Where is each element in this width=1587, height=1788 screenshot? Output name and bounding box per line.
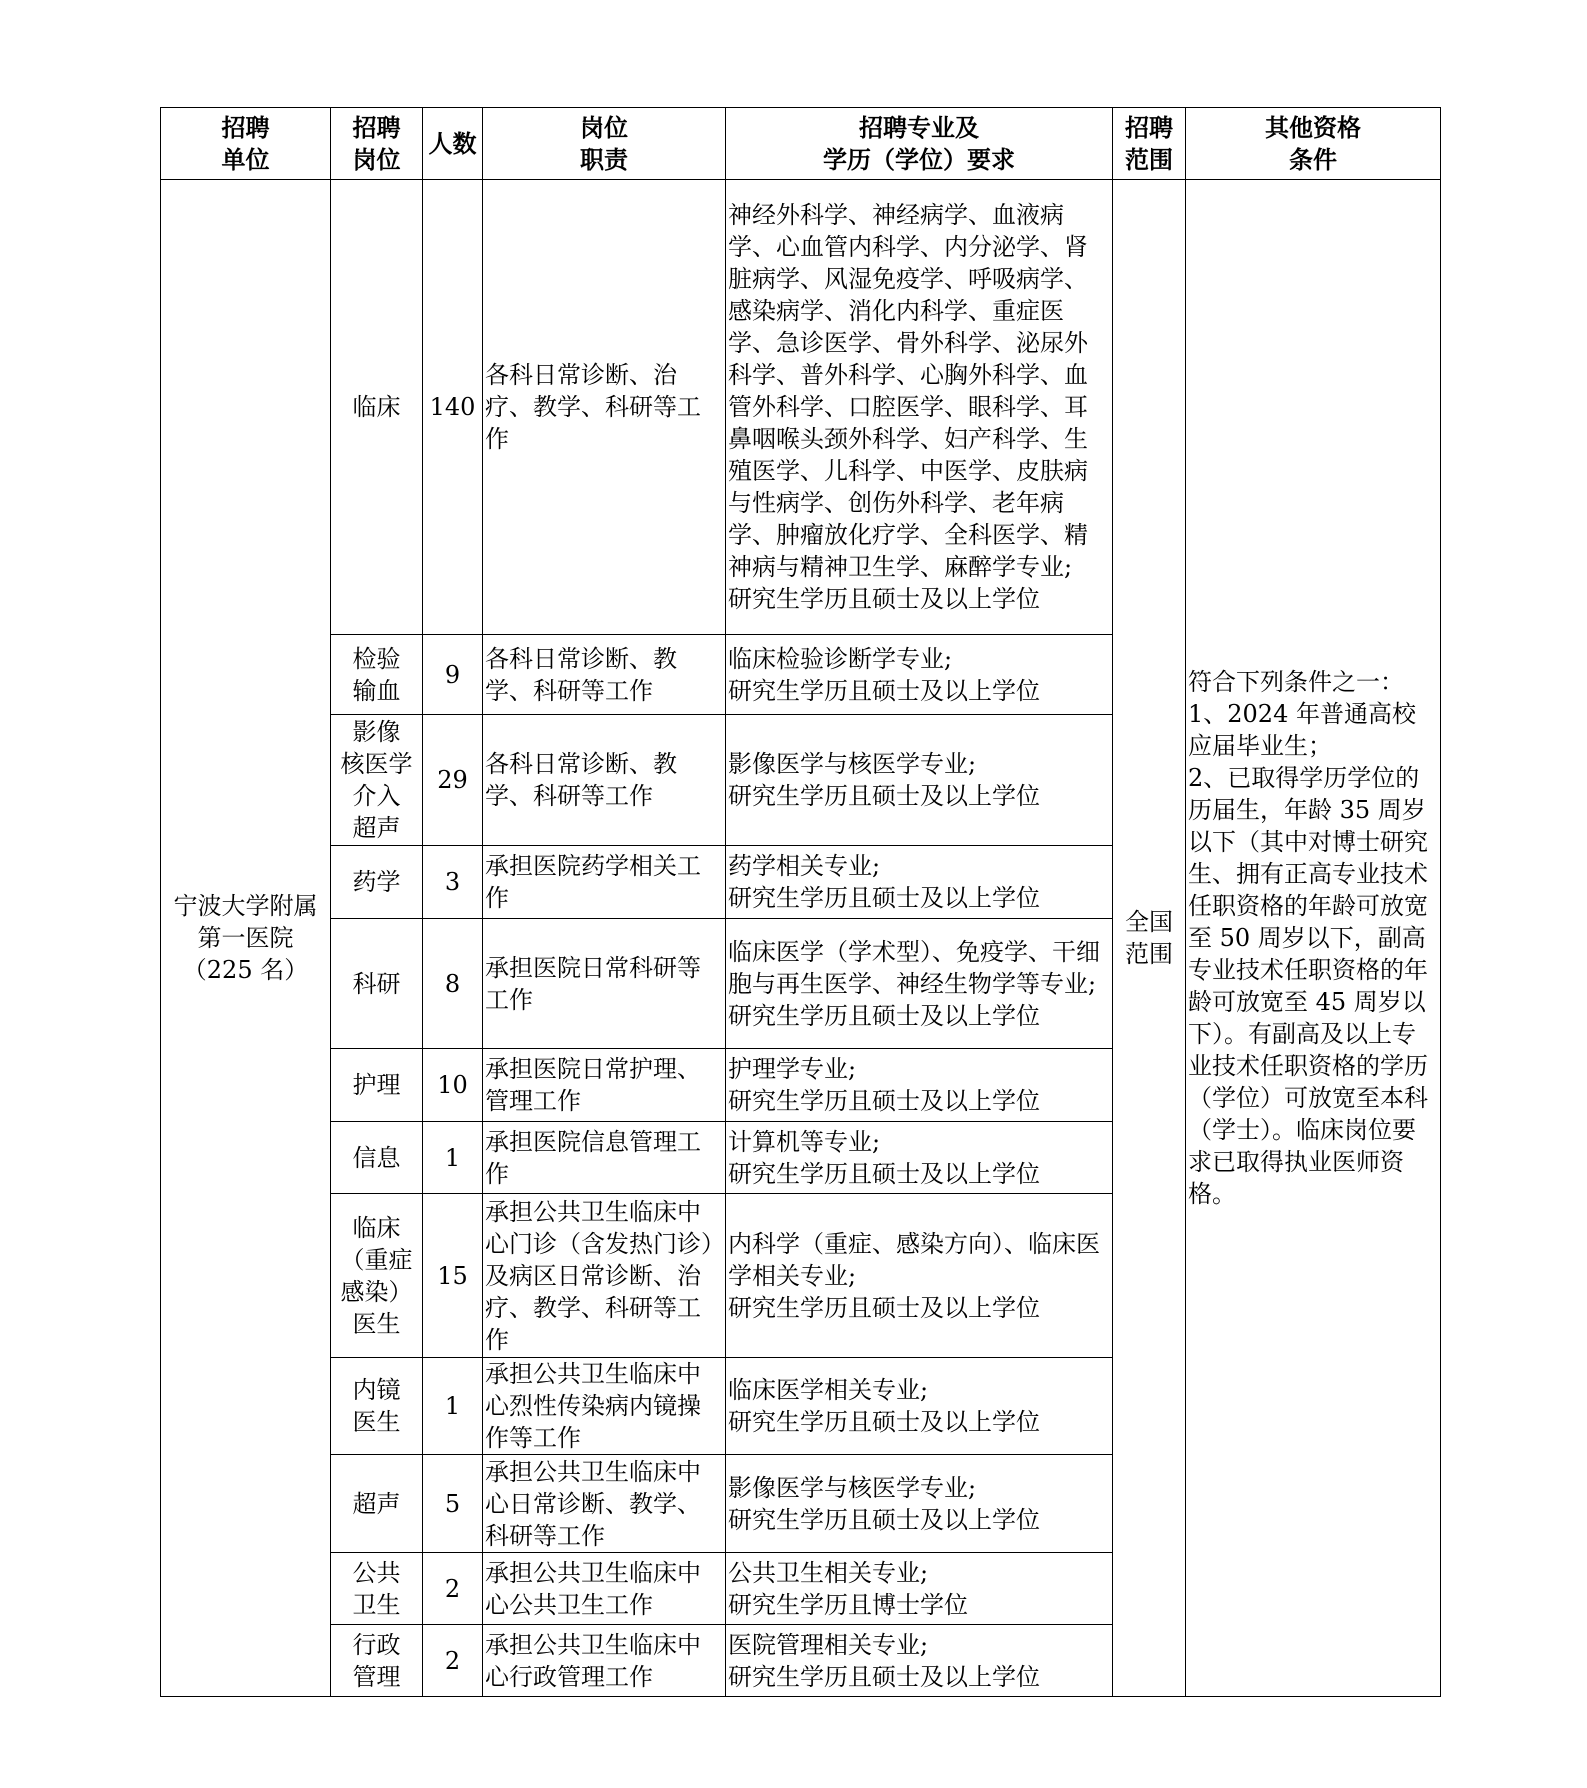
post-cell: 检验 输血 xyxy=(331,635,423,715)
duty-cell: 各科日常诊断、教学、科研等工作 xyxy=(483,635,726,715)
header-duty: 岗位 职责 xyxy=(483,108,726,180)
requirement-cell: 神经外科学、神经病学、血液病学、心血管内科学、内分泌学、肾脏病学、风湿免疫学、呼吸病学、感染病学、消化内科学、重症医学、急诊医学、骨外科学、泌尿外科学、普外科学、心胸外科学、血管外科学、口腔医学、眼科学、耳鼻咽喉头颈外科学、妇产科学、生殖医学、儿科学、中医学、皮肤病与性病学、创伤外科学、老年病学、肿瘤放化疗学、全科医学、精神病与精神卫生学、麻醉学专业; 研究生学历且硕士及以上学位 xyxy=(726,180,1113,635)
requirement-cell: 影像医学与核医学专业; 研究生学历且硕士及以上学位 xyxy=(726,1455,1113,1553)
requirement-cell: 临床医学相关专业; 研究生学历且硕士及以上学位 xyxy=(726,1358,1113,1455)
header-requirement: 招聘专业及 学历（学位）要求 xyxy=(726,108,1113,180)
post-cell: 药学 xyxy=(331,846,423,919)
post-cell: 临床 xyxy=(331,180,423,635)
duty-cell: 承担医院日常科研等工作 xyxy=(483,919,726,1049)
duty-cell: 承担公共卫生临床中心门诊（含发热门诊）及病区日常诊断、治疗、教学、科研等工作 xyxy=(483,1194,726,1358)
header-count: 人数 xyxy=(423,108,483,180)
duty-cell: 承担公共卫生临床中心烈性传染病内镜操作等工作 xyxy=(483,1358,726,1455)
duty-cell: 各科日常诊断、教学、科研等工作 xyxy=(483,715,726,846)
post-cell: 内镜 医生 xyxy=(331,1358,423,1455)
duty-cell: 承担医院日常护理、管理工作 xyxy=(483,1049,726,1122)
post-cell: 超声 xyxy=(331,1455,423,1553)
duty-cell: 各科日常诊断、治疗、教学、科研等工作 xyxy=(483,180,726,635)
count-cell: 1 xyxy=(423,1122,483,1194)
post-cell: 公共 卫生 xyxy=(331,1553,423,1625)
count-cell: 10 xyxy=(423,1049,483,1122)
count-cell: 140 xyxy=(423,180,483,635)
requirement-cell: 医院管理相关专业; 研究生学历且硕士及以上学位 xyxy=(726,1625,1113,1697)
count-cell: 9 xyxy=(423,635,483,715)
requirement-cell: 内科学（重症、感染方向）、临床医学相关专业; 研究生学历且硕士及以上学位 xyxy=(726,1194,1113,1358)
count-cell: 15 xyxy=(423,1194,483,1358)
count-cell: 2 xyxy=(423,1625,483,1697)
duty-cell: 承担医院药学相关工作 xyxy=(483,846,726,919)
post-cell: 信息 xyxy=(331,1122,423,1194)
count-cell: 2 xyxy=(423,1553,483,1625)
recruitment-table xyxy=(160,107,1441,1697)
post-cell: 行政 管理 xyxy=(331,1625,423,1697)
requirement-cell: 临床检验诊断学专业; 研究生学历且硕士及以上学位 xyxy=(726,635,1113,715)
requirement-cell: 计算机等专业; 研究生学历且硕士及以上学位 xyxy=(726,1122,1113,1194)
requirement-cell: 影像医学与核医学专业; 研究生学历且硕士及以上学位 xyxy=(726,715,1113,846)
header-scope: 招聘 范围 xyxy=(1113,108,1186,180)
requirement-cell: 护理学专业; 研究生学历且硕士及以上学位 xyxy=(726,1049,1113,1122)
count-cell: 29 xyxy=(423,715,483,846)
header-other: 其他资格 条件 xyxy=(1186,108,1441,180)
other-conditions: 符合下列条件之一： 1、2024 年普通高校应届毕业生； 2、已取得学历学位的历届生，年龄 35 周岁以下（其中对博士研究生、拥有正高专业技术任职资格的年龄可放宽至 50 周岁以下，副高专业技术任职资格的年龄可放宽至 45 周岁以下）。有副高及以上专业技术任职资格的学历（学位）可放宽至本科（学士）。临床岗位要求已取得执业医师资格。 xyxy=(1186,180,1441,1697)
table-row xyxy=(161,180,1441,635)
recruiting-scope: 全国 范围 xyxy=(1113,180,1186,1697)
post-cell: 影像 核医学 介入 超声 xyxy=(331,715,423,846)
post-cell: 临床 （重症 感染） 医生 xyxy=(331,1194,423,1358)
duty-cell: 承担医院信息管理工作 xyxy=(483,1122,726,1194)
duty-cell: 承担公共卫生临床中心日常诊断、教学、科研等工作 xyxy=(483,1455,726,1553)
requirement-cell: 临床医学（学术型）、免疫学、干细胞与再生医学、神经生物学等专业; 研究生学历且硕士及以上学位 xyxy=(726,919,1113,1049)
duty-cell: 承担公共卫生临床中心公共卫生工作 xyxy=(483,1553,726,1625)
post-cell: 科研 xyxy=(331,919,423,1049)
header-row xyxy=(161,108,1441,180)
recruiting-unit: 宁波大学附属 第一医院 （225 名） xyxy=(161,180,331,1697)
header-post: 招聘 岗位 xyxy=(331,108,423,180)
header-unit: 招聘 单位 xyxy=(161,108,331,180)
requirement-cell: 药学相关专业; 研究生学历且硕士及以上学位 xyxy=(726,846,1113,919)
requirement-cell: 公共卫生相关专业; 研究生学历且博士学位 xyxy=(726,1553,1113,1625)
post-cell: 护理 xyxy=(331,1049,423,1122)
count-cell: 3 xyxy=(423,846,483,919)
count-cell: 5 xyxy=(423,1455,483,1553)
count-cell: 8 xyxy=(423,919,483,1049)
count-cell: 1 xyxy=(423,1358,483,1455)
duty-cell: 承担公共卫生临床中心行政管理工作 xyxy=(483,1625,726,1697)
